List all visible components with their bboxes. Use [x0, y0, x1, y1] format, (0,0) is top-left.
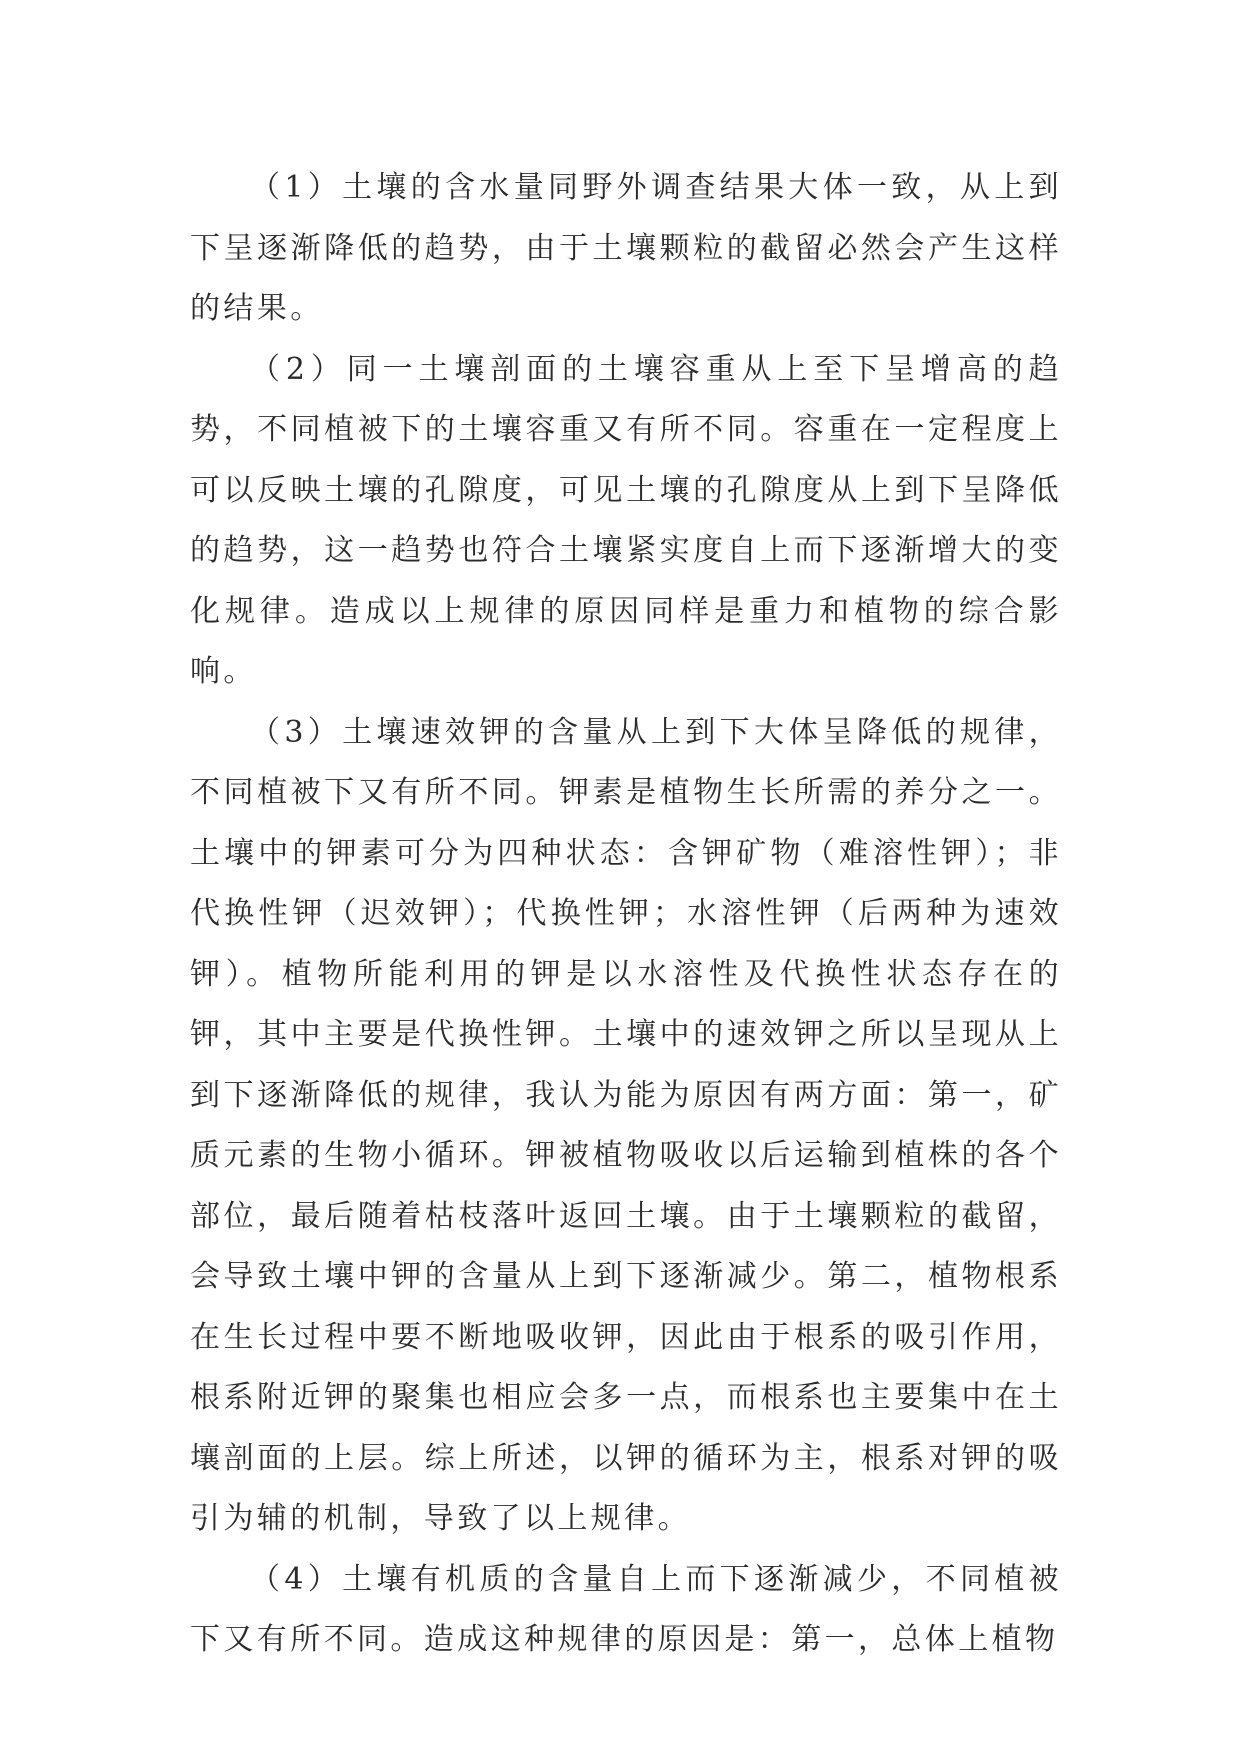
- paragraph-3: （3）土壤速效钾的含量从上到下大体呈降低的规律，不同植被下又有所不同。钾素是植物生长所需的养分之一。土壤中的钾素可分为四种状态：含钾矿物（难溶性钾）；非代换性钾（迟效钾）；代换性钾；水溶性钾（后两种为速效钾）。植物所能利用的钾是以水溶性及代换性状态存在的钾，其中主要是代换性钾。土壤中的速效钾之所以呈现从上到下逐渐降低的规律，我认为能为原因有两方面：第一，矿质元素的生物小循环。钾被植物吸收以后运输到植株的各个部位，最后随着枯枝落叶返回土壤。由于土壤颗粒的截留，会导致土壤中钾的含量从上到下逐渐减少。第二，植物根系在生长过程中要不断地吸收钾，因此由于根系的吸引作用，根系附近钾的聚集也相应会多一点，而根系也主要集中在土壤剖面的上层。综上所述，以钾的循环为主，根系对钾的吸引为辅的机制，导致了以上规律。: [190, 714, 1062, 1536]
- document-body: [190, 158, 1062, 1671]
- paragraph-2: （2）同一土壤剖面的土壤容重从上至下呈增高的趋势，不同植被下的土壤容重又有所不同。容重在一定程度上可以反映土壤的孔隙度，可见土壤的孔隙度从上到下呈降低的趋势，这一趋势也符合土壤紧实度自上而下逐渐增大的变化规律。造成以上规律的原因同样是重力和植物的综合影响。: [190, 351, 1062, 689]
- paragraph-1: （1）土壤的含水量同野外调查结果大体一致，从上到下呈逐渐降低的趋势，由于土壤颗粒的截留必然会产生这样的结果。: [190, 170, 1062, 326]
- paragraph-4: （4）土壤有机质的含量自上而下逐渐减少，不同植被下又有所不同。造成这种规律的原因是：第一，总体上植物: [190, 1561, 1062, 1657]
